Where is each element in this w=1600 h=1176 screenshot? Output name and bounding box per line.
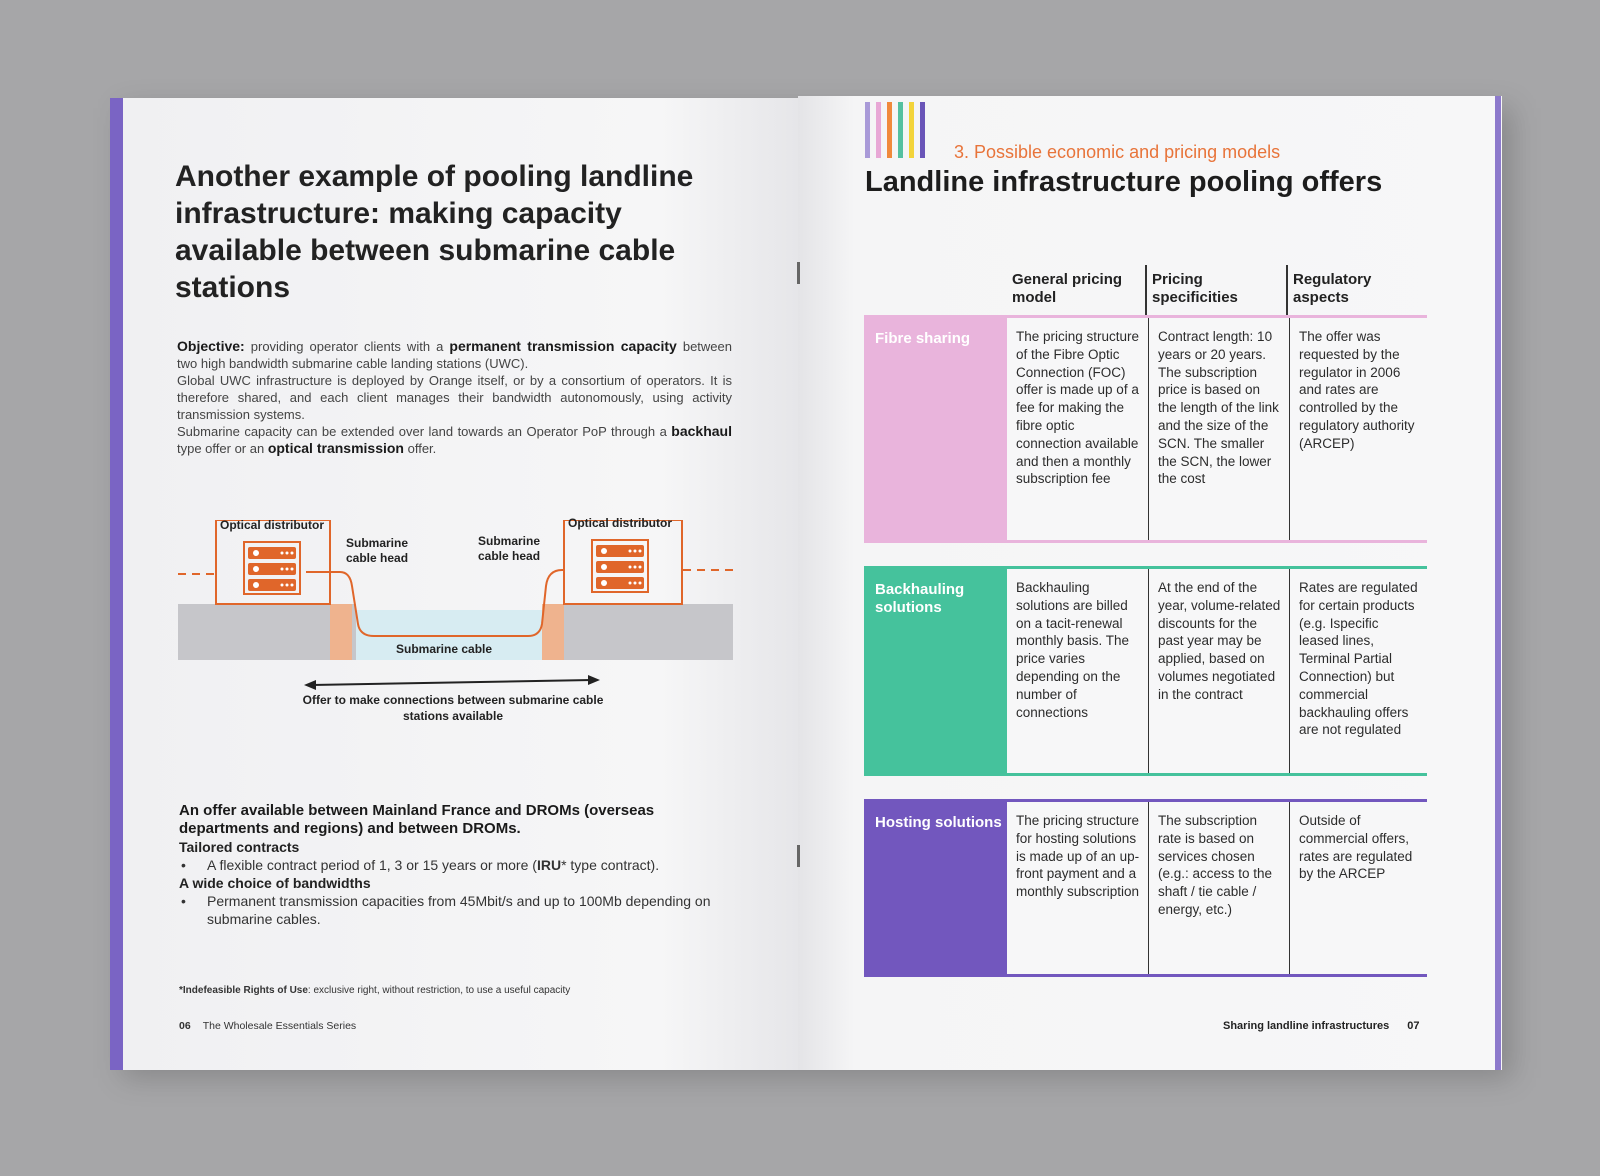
footnote-definition: : exclusive right, without restriction, to use a useful capacity <box>307 985 571 996</box>
footnote <box>179 985 570 996</box>
right-landmass <box>563 604 733 660</box>
arrow-head-left <box>304 680 316 690</box>
left-landmass <box>178 604 356 660</box>
bullet-1-text-a: A flexible contract period of 1, 3 or 15 years or more ( <box>207 857 537 873</box>
right-page-number: 07 <box>1407 1020 1420 1032</box>
table-cell: Outside of commercial offers, rates are regulated by the ARCEP <box>1289 802 1430 974</box>
table-cell: The subscription rate is based on services chosen (e.g.: access to the shaft / tie cable / energy, etc.) <box>1148 802 1289 974</box>
column-divider <box>1286 265 1288 315</box>
row-band <box>867 569 1007 773</box>
accent-bar <box>865 102 870 158</box>
staple-bottom <box>797 845 800 867</box>
footer-title: Sharing landline infrastructures <box>1223 1020 1390 1032</box>
row-label: Hosting solutions <box>875 814 1002 831</box>
backhaul-emphasis: backhaul <box>671 423 732 439</box>
cable-label: Submarine cable <box>396 642 493 656</box>
offer-section <box>179 802 719 928</box>
column-header-pricing-specificities: Pricing specificities <box>1152 271 1238 306</box>
bandwidth-bullet: • Permanent transmission capacities from 45Mbit/s and up to 100Mb depending on submarine cables. <box>179 892 719 928</box>
right-distributor-label: Optical distributor <box>568 516 673 530</box>
table-row-fibre-sharing <box>864 315 1427 543</box>
bandwidths-heading: A wide choice of bandwidths <box>179 875 371 891</box>
objective-paragraph-2: Global UWC infrastructure is deployed by Orange itself, or by a consortium of operators. It is therefore shared, and each client manages their bandwidth autonomously, using activity transmission systems. <box>177 373 732 422</box>
arrow-head-right <box>588 675 600 685</box>
left-distributor-label: Optical distributor <box>220 518 325 532</box>
accent-bar <box>909 102 914 158</box>
objective-emphasis: permanent transmission capacity <box>449 338 677 354</box>
left-cable-head-label: Submarine cable head <box>346 536 409 565</box>
table-cell: At the end of the year, volume-related discounts for the past year may be applied, based on volumes negotiated in the contract <box>1148 569 1289 773</box>
column-header-general-pricing: General pricing model <box>1012 271 1123 306</box>
iru-emphasis: IRU <box>536 857 562 873</box>
optical-transmission-emphasis: optical transmission <box>267 440 404 456</box>
table-cell: The offer was requested by the regulator in 2006 and rates are controlled by the regulatory authority (ARCEP) <box>1289 318 1430 540</box>
diagram-caption: Offer to make connections between submarine cable stations available <box>302 693 604 723</box>
objective-text-3c: type offer or an <box>177 441 268 456</box>
objective-text-3e: offer. <box>403 441 437 456</box>
footnote-term: *Indefeasible Rights of Use <box>179 985 308 996</box>
right-cable-head-label: Submarine cable head <box>478 534 541 563</box>
table-cell: The pricing structure for hosting solutions is made up of an up-front payment and a monthly subscription <box>1007 802 1148 974</box>
left-page-edge <box>110 98 123 1070</box>
offer-arrow <box>312 680 592 685</box>
table-cell: Contract length: 10 years or 20 years. The subscription price is based on the length of the link and the size of the SCN. The smaller the SCN, the lower the cost <box>1148 318 1289 540</box>
left-distributor-frame <box>216 520 330 604</box>
offer-heading: An offer available between Mainland France and DROMs (overseas departments and regions) and between DROMs. <box>179 802 655 837</box>
objective-text-3a: Submarine capacity can be extended over land towards an Operator PoP through a <box>177 424 672 439</box>
table-row-hosting <box>864 799 1427 977</box>
row-label: Fibre sharing <box>875 330 971 347</box>
right-page-title: Landline infrastructure pooling offers <box>865 166 1383 198</box>
row-band <box>867 318 1007 540</box>
objective-text-1a: providing operator clients with a <box>244 339 450 354</box>
submarine-cable-diagram <box>178 516 733 740</box>
table-cell: Backhauling solutions are billed on a tacit-renewal monthly basis. The price varies depending on the number of connections <box>1007 569 1148 773</box>
accent-bar <box>898 102 903 158</box>
objective-text <box>177 338 732 457</box>
left-page-title: Another example of pooling landline infrastructure: making capacity available between submarine cable stations <box>175 160 694 304</box>
row-label: Backhauling solutions <box>875 581 965 616</box>
column-divider <box>1145 265 1147 315</box>
staple-top <box>797 262 800 284</box>
tailored-contracts-heading: Tailored contracts <box>179 839 300 855</box>
series-name: The Wholesale Essentials Series <box>202 1020 357 1032</box>
section-color-bars <box>865 102 945 158</box>
objective-lead: Objective: <box>177 338 245 354</box>
section-label: 3. Possible economic and pricing models <box>954 142 1281 162</box>
accent-bar <box>920 102 925 158</box>
column-header-regulatory-aspects: Regulatory aspects <box>1293 271 1372 306</box>
table-cell: Rates are regulated for certain products (e.g. Ispecific leased lines, Terminal Partial Connection) but commercial backhauling offers are not regulated <box>1289 569 1430 773</box>
left-footer <box>179 1020 356 1032</box>
accent-bar <box>887 102 892 158</box>
bullet-1-text-c: * type contract). <box>561 857 660 873</box>
contract-period-bullet <box>179 856 719 874</box>
row-band <box>867 802 1007 974</box>
right-page-edge <box>1495 96 1501 1070</box>
table-row-backhauling <box>864 566 1427 776</box>
accent-bar <box>876 102 881 158</box>
left-cable-head-block <box>330 604 352 660</box>
objective-text-1c: between two high bandwidth submarine cable landing stations (UWC). <box>177 339 732 371</box>
right-footer <box>1223 1020 1420 1032</box>
left-page-number: 06 <box>179 1020 191 1032</box>
right-cable-head-block <box>542 604 564 660</box>
table-cell: The pricing structure of the Fibre Optic Connection (FOC) offer is made up of a fee for making the fibre optic connection available and then a monthly subscription fee <box>1007 318 1148 540</box>
